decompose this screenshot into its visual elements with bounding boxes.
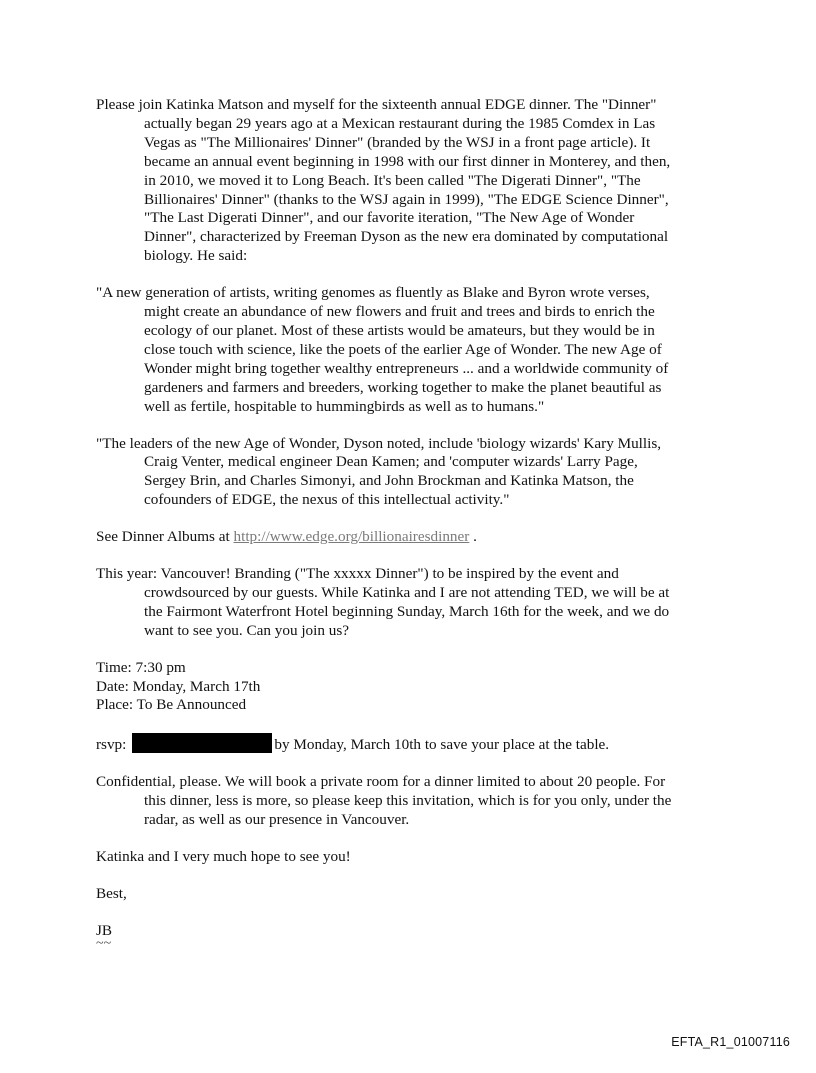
albums-link[interactable]: http://www.edge.org/billionairesdinner: [233, 528, 470, 546]
albums-suffix: .: [469, 528, 477, 546]
intro-paragraph: Please join Katinka Matson and myself for the sixteenth annual EDGE dinner. The "Dinner" actually began 29 years ago at a Mexican restaurant during the 1985 Comdex in Las Vegas as "The Millionaires' Dinner" (branded by the WSJ in a front page article). It became an annual event beginning in 1998 with our first dinner in Monterey, and then, in 2010, we moved it to Long Beach. It's been called "The Digerati Dinner", "The Billionaires' Dinner" (thanks to the WSJ again in 1999), "The EDGE Science Dinner", "The Last Digerati Dinner", and our favorite iteration, "The New Age of Wonder Dinner", characterized by Freeman Dyson as the new era dominated by computational biology. He said:: [96, 96, 671, 265]
redaction-block: [132, 733, 272, 753]
rsvp-suffix: by Monday, March 10th to save your place at the table.: [274, 736, 610, 754]
albums-paragraph: [96, 528, 681, 547]
event-date: Date: Monday, March 17th: [96, 677, 261, 695]
hope-paragraph: Katinka and I very much hope to see you!: [96, 848, 351, 865]
this-year-paragraph: This year: Vancouver! Branding ("The xxxxx Dinner") to be inspired by the event and crowdsourced by our guests. While Katinka and I are not attending TED, we will be at the Fairmont Waterfront Hotel beginning Sunday, March 16th for the week, and we do want to see you. Can you join us?: [96, 565, 670, 639]
event-place: Place: To Be Announced: [96, 696, 247, 714]
letter-body: [96, 96, 681, 950]
rsvp-label: rsvp:: [96, 736, 127, 754]
confidential-paragraph: Confidential, please. We will book a private room for a dinner limited to about 20 people. For this dinner, less is more, so please keep this invitation, which is for you only, under the radar, as well as our presence in Vancouver.: [96, 773, 672, 829]
document-id: EFTA_R1_01007116: [671, 1035, 790, 1049]
signature-mark: ~~: [96, 935, 112, 951]
rsvp-paragraph: [96, 733, 681, 755]
event-time: Time: 7:30 pm: [96, 658, 186, 676]
wizards-quote-paragraph: "The leaders of the new Age of Wonder, Dyson noted, include 'biology wizards' Kary Mullis, Craig Venter, medical engineer Dean Kamen; and 'computer wizards' Larry Page, Sergey Brin, and Charles Simonyi, and John Brockman and Katinka Matson, the cofounders of EDGE, the nexus of this intellectual activity.": [96, 434, 662, 509]
event-details: [96, 659, 681, 716]
dyson-quote-paragraph: "A new generation of artists, writing genomes as fluently as Blake and Byron wrote verses, might create an abundance of new flowers and fruit and trees and birds to enrich the ecology of our planet. Most of these artists would be amateurs, but they would be in close touch with science, like the poets of the earlier Age of Wonder. The new Age of Wonder might bring together wealthy entrepreneurs ... and a worldwide community of gardeners and farmers and breeders, working together to make the planet beautiful as well as fertile, hospitable to hummingbirds as well as to humans.": [96, 284, 669, 415]
closing: Best,: [96, 884, 127, 902]
albums-prefix: See Dinner Albums at: [96, 528, 234, 546]
signature: JB: [96, 921, 113, 939]
